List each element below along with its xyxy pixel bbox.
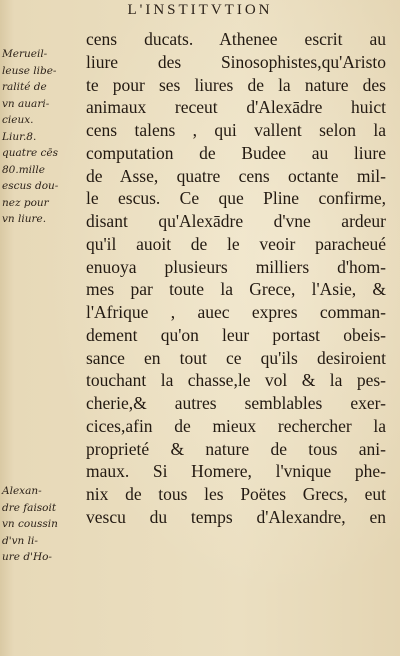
margin-line: dre faisoit [2, 501, 57, 514]
text-line: cices,afin de mieux rechercher la [86, 415, 386, 436]
text-line: touchant la chasse,le vol & la pes- [86, 370, 386, 391]
text-line: liure des Sinosophistes,qu'Aristo [86, 51, 386, 72]
running-head: L'INSTITVTION [127, 2, 273, 18]
margin-line: Merueil- [2, 48, 48, 60]
text-line: le escus. Ce que Pline confirme, [86, 188, 386, 209]
margin-line: nez pour [2, 196, 49, 209]
text-line: cherie,& autres semblables exer- [86, 393, 386, 413]
margin-line: 80.mille [2, 163, 45, 176]
margin-note-liberality [2, 46, 84, 228]
text-line: sance en tout ce qu'ils desiroient [86, 347, 386, 368]
text-line: l'Afrique , auec expres comman- [86, 302, 386, 322]
margin-line: d'vn li- [2, 534, 38, 547]
text-line: maux. Si Homere, l'vnique phe- [86, 461, 386, 482]
margin-line: ralité de [2, 81, 47, 93]
margin-note-alexander [2, 483, 84, 566]
margin-line: vn auari- [2, 97, 50, 110]
text-line: proprieté & nature de tous ani- [86, 438, 386, 459]
text-line: animaux receut d'Alexādre huict [86, 97, 386, 118]
text-line: mes par toute la Grece, l'Asie, & [86, 279, 386, 300]
margin-line: Alexan- [2, 485, 42, 497]
text-line: dement qu'on leur portast obeis- [86, 324, 386, 345]
margin-line: leuse libe- [2, 64, 57, 77]
text-line: nix de tous les Poëtes Grecs, eut [86, 484, 386, 504]
text-line: computation de Budee au liure [86, 142, 386, 163]
text-line: de Asse, quatre cens octante mil- [86, 165, 386, 186]
margin-line: cieux. [2, 114, 34, 126]
text-line: cens ducats. Athenee escrit au [86, 29, 386, 49]
text-line: qu'il auoit de le veoir paracheué [86, 233, 386, 254]
margin-line: quatre cēs [2, 147, 59, 159]
text-line: enuoya plusieurs milliers d'hom- [86, 256, 386, 277]
main-text-block [86, 28, 386, 529]
margin-line: vn liure. [2, 213, 47, 225]
text-line: te pour ses liures de la nature des [86, 74, 386, 95]
text-line: disant qu'Alexādre d'vne ardeur [86, 211, 386, 231]
text-line: vescu du temps d'Alexandre, en [86, 506, 386, 527]
margin-line: vn coussin [2, 518, 58, 530]
margin-line: ure d'Ho- [2, 551, 52, 563]
text-line: cens talens , qui vallent selon la [86, 120, 386, 140]
margin-line: escus dou- [2, 180, 59, 192]
margin-line: Liur.8. [2, 130, 37, 143]
